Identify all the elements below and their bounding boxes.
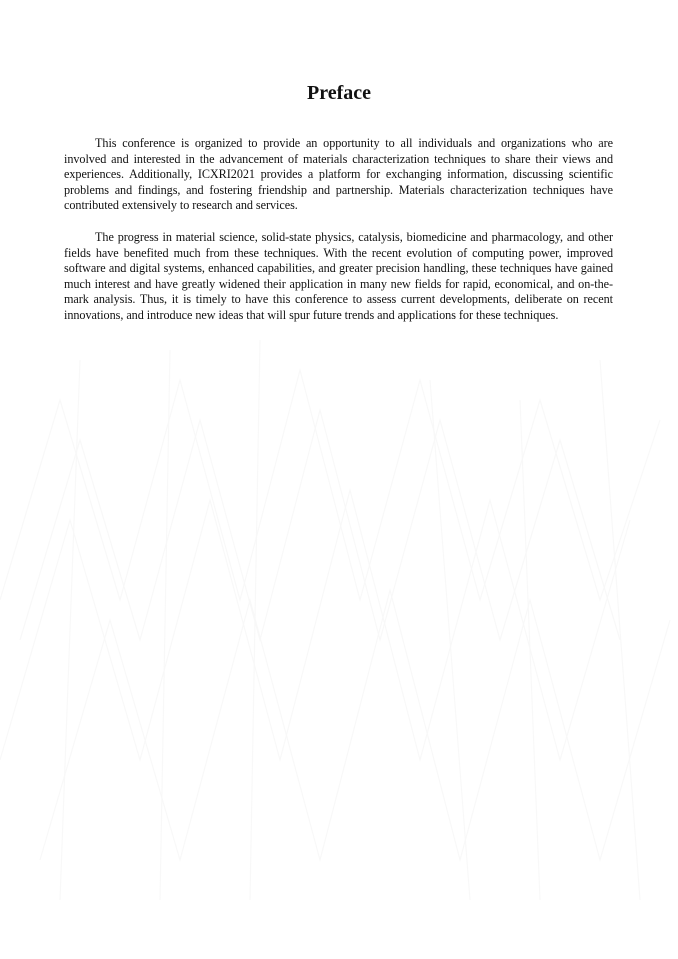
background-watermark-pattern	[0, 340, 678, 900]
preface-body	[64, 136, 613, 340]
paragraph-1: This conference is organized to provide an opportunity to all individuals and organizations who are involved and interested in the advancement of materials characterization techniques to share their views and experiences. Additionally, ICXRI2021 provides a platform for exchanging information, discussing scientific problems and findings, and fostering friendship and partnership. Materials characterization techniques have contributed extensively to research and services.	[64, 136, 613, 213]
page-title: Preface	[306, 82, 372, 104]
paragraph-2: The progress in material science, solid-state physics, catalysis, biomedicine and pharmacology, and other fields have benefited much from these techniques. With the recent evolution of computing power, improved software and digital systems, enhanced capabilities, and greater precision handling, these techniques have gained much interest and have greatly widened their application in many new fields for rapid, economical, and on-the-mark analysis. Thus, it is timely to have this conference to assess current developments, deliberate on recent innovations, and introduce new ideas that will spur future trends and applications for these techniques.	[64, 229, 613, 322]
